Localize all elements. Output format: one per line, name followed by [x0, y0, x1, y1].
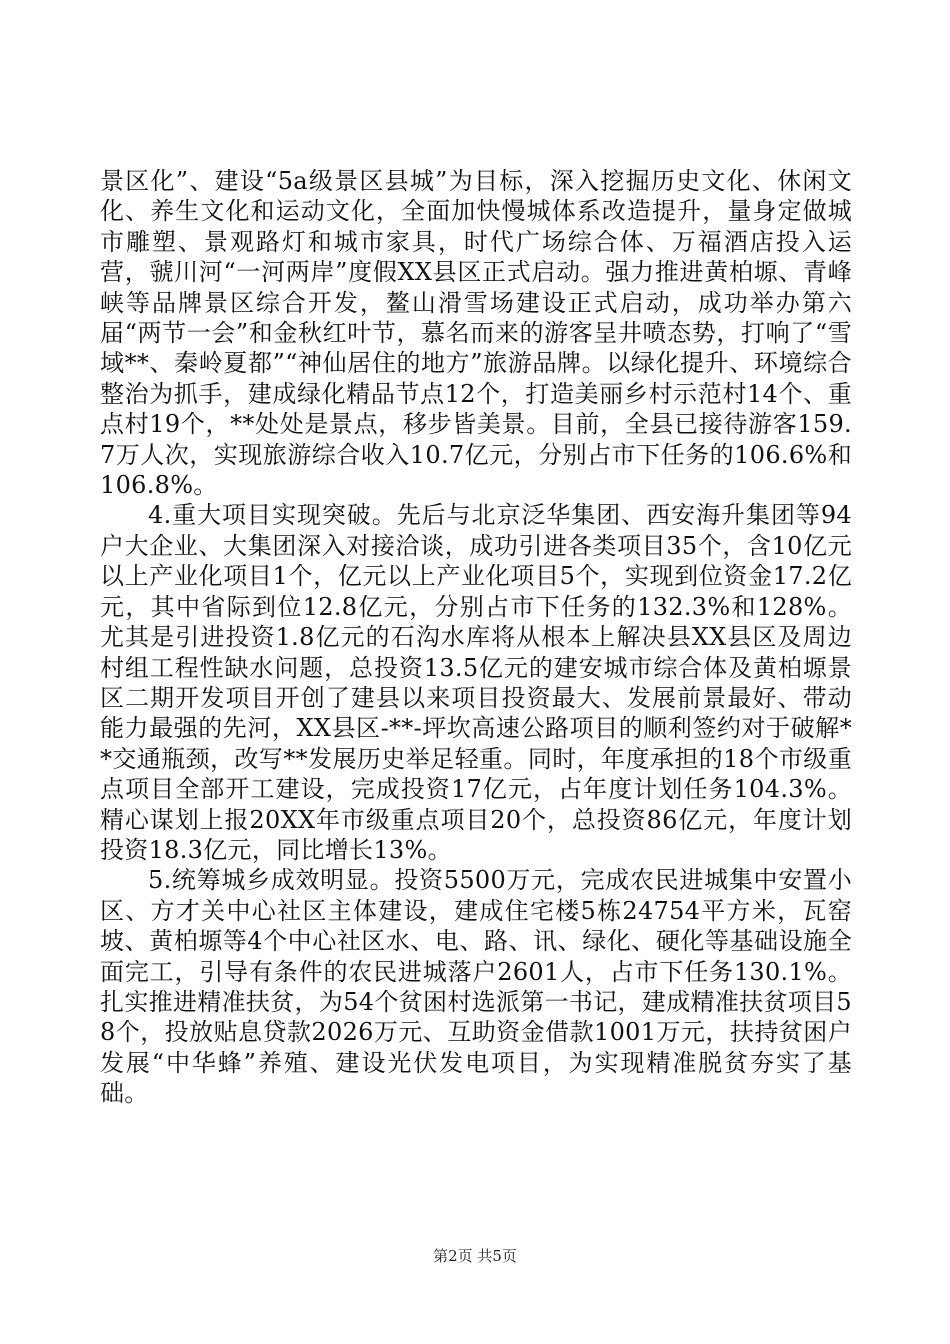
- page-number-footer: 第2页 共5页: [433, 1247, 517, 1265]
- paragraph-urban-rural: 5.统筹城乡成效明显。投资5500万元，完成农民进城集中安置小区、方才关中心社区主体建设，建成住宅楼5栋24754平方米，瓦窑坡、黄柏塬等4个中心社区水、电、路、讯、绿化、硬化等基础设施全面完工，引导有条件的农民进城落户2601人，占市下任务130.1%。扎实推进精准扶贫，为54个贫困村选派第一书记，建成精准扶贫项目58个，投放贴息贷款2026万元、互助资金借款1001万元，扶持贫困户发展“中华蜂”养殖、建设光伏发电项目，为实现精准脱贫夯实了基础。: [100, 866, 852, 1108]
- document-body: [100, 166, 852, 1109]
- paragraph-tourism: 景区化”、建设“5a级景区县城”为目标，深入挖掘历史文化、休闲文化、养生文化和运动文化，全面加快慢城体系改造提升，量身定做城市雕塑、景观路灯和城市家具，时代广场综合体、万福酒店投入运营，虢川河“一河两岸”度假XX县区正式启动。强力推进黄柏塬、青峰峡等品牌景区综合开发，鳌山滑雪场建设正式启动，成功举办第六届“两节一会”和金秋红叶节，慕名而来的游客呈井喷态势，打响了“雪域**、秦岭夏都”“神仙居住的地方”旅游品牌。以绿化提升、环境综合整治为抓手，建成绿化精品节点12个，打造美丽乡村示范村14个、重点村19个，**处处是景点，移步皆美景。目前，全县已接待游客159.7万人次，实现旅游综合收入10.7亿元，分别占市下任务的106.6%和106.8%。: [100, 167, 852, 500]
- paragraph-major-projects: 4.重大项目实现突破。先后与北京泛华集团、西安海升集团等94户大企业、大集团深入对接洽谈，成功引进各类项目35个，含10亿元以上产业化项目1个，亿元以上产业化项目5个，实现到位资金17.2亿元，其中省际到位12.8亿元，分别占市下任务的132.3%和128%。尤其是引进投资1.8亿元的石沟水库将从根本上解决县XX县区及周边村组工程性缺水问题，总投资13.5亿元的建安城市综合体及黄柏塬景区二期开发项目开创了建县以来项目投资最大、发展前景最好、带动能力最强的先河，XX县区-**-坪坎高速公路项目的顺利签约对于破解**交通瓶颈，改写**发展历史举足轻重。同时，年度承担的18个市级重点项目全部开工建设，完成投资17亿元，占年度计划任务104.3%。精心谋划上报20XX年市级重点项目20个，总投资86亿元，年度计划投资18.3亿元，同比增长13%。: [100, 501, 852, 864]
